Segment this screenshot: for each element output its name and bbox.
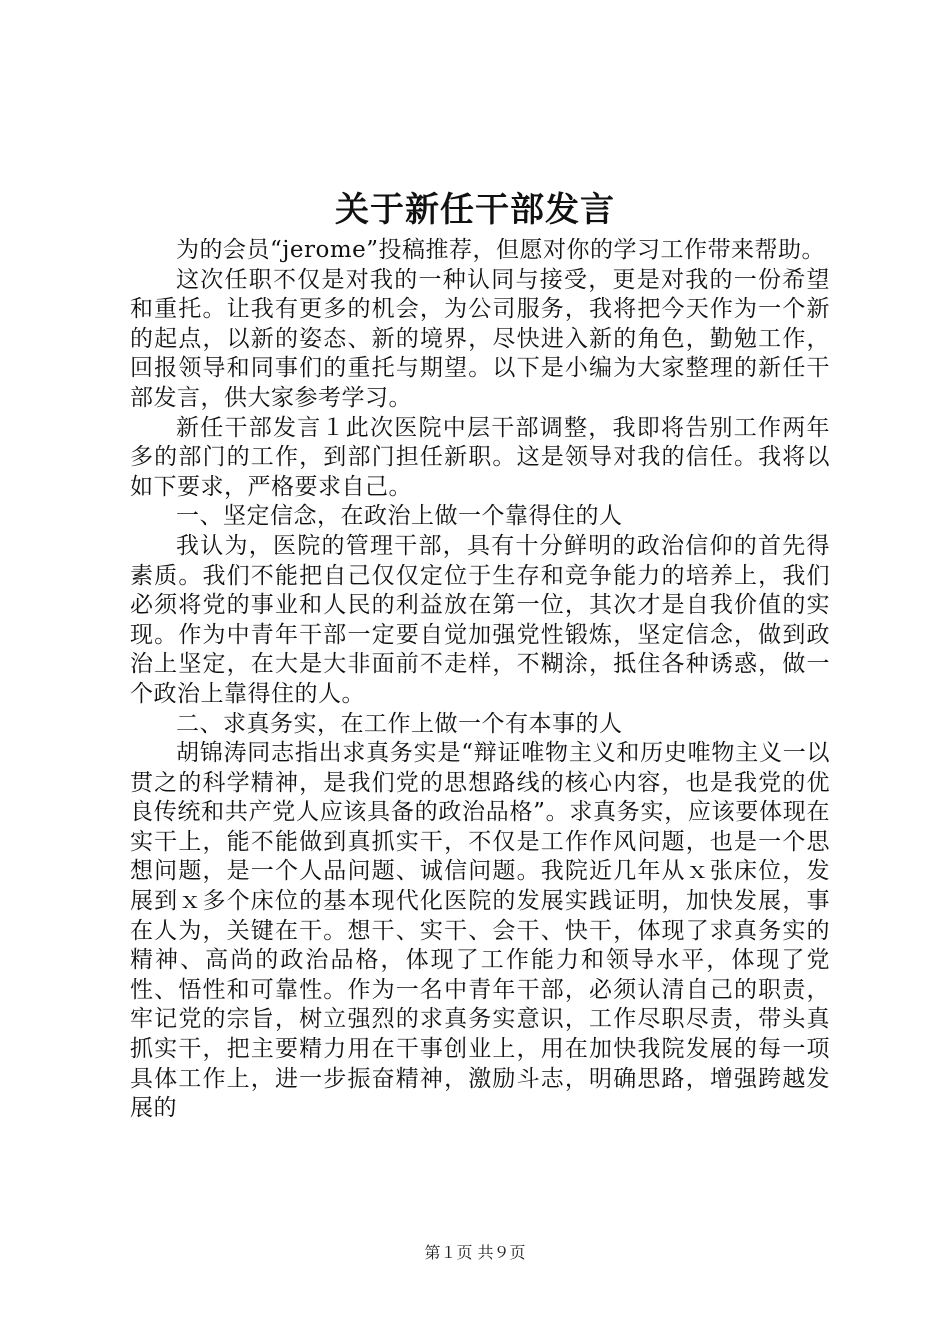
paragraph-section-1: 我认为，医院的管理干部，具有十分鲜明的政治信仰的首先得素质。我们不能把自己仅仅定位于生存和竞争能力的培养上，我们必须将党的事业和人民的利益放在第一位，其次才是自我价值的实现。作为中青年干部一定要自觉加强党性锻炼，坚定信念，做到政治上坚定，在大是大非面前不走样，不糊涂，抵住各种诱惑，做一个政治上靠得住的人。 (130, 532, 830, 707)
paragraph-intro: 为的会员“jerome”投稿推荐，但愿对你的学习工作带来帮助。 (176, 237, 826, 263)
section-heading-1: 一、坚定信念，在政治上做一个靠得住的人 (176, 503, 623, 530)
paragraph-speech-1: 新任干部发言１此次医院中层干部调整，我即将告别工作两年多的部门的工作，到部门担任新职。这是领导对我的信任。我将以如下要求，严格要求自己。 (130, 414, 830, 500)
document-title: 关于新任干部发言 (335, 190, 615, 230)
page-number: 第１页 共９页 (424, 1243, 526, 1262)
section-heading-2: 二、求真务实，在工作上做一个有本事的人 (176, 710, 623, 737)
paragraph-appointment: 这次任职不仅是对我的一种认同与接受，更是对我的一份希望和重托。让我有更多的机会，为公司服务，我将把今天作为一个新的起点，以新的姿态、新的境界，尽快进入新的角色，勤勉工作，回报领导和同事们的重托与期望。以下是小编为大家整理的新任干部发言，供大家参考学习。 (130, 266, 830, 411)
document-body (130, 236, 830, 1124)
paragraph-section-2: 胡锦涛同志指出求真务实是“辩证唯物主义和历史唯物主义一以贯之的科学精神，是我们党的思想路线的核心内容，也是我党的优良传统和共产党人应该具备的政治品格”。求真务实，应该要体现在实干上，能不能做到真抓实干，不仅是工作作风问题，也是一个思想问题，是一个人品问题、诚信问题。我院近几年从ｘ张床位，发展到ｘ多个床位的基本现代化医院的发展实践证明，加快发展，事在人为，关键在干。想干、实干、会干、快干，体现了求真务实的精神、高尚的政治品格，体现了工作能力和领导水平，体现了党性、悟性和可靠性。作为一名中青年干部，必须认清自己的职责，牢记党的宗旨，树立强烈的求真务实意识，工作尽职尽责，带头真抓实干，把主要精力用在干事创业上，用在加快我院发展的每一项具体工作上，进一步振奋精神，激励斗志，明确思路，增强跨越发展的 (130, 740, 830, 1122)
